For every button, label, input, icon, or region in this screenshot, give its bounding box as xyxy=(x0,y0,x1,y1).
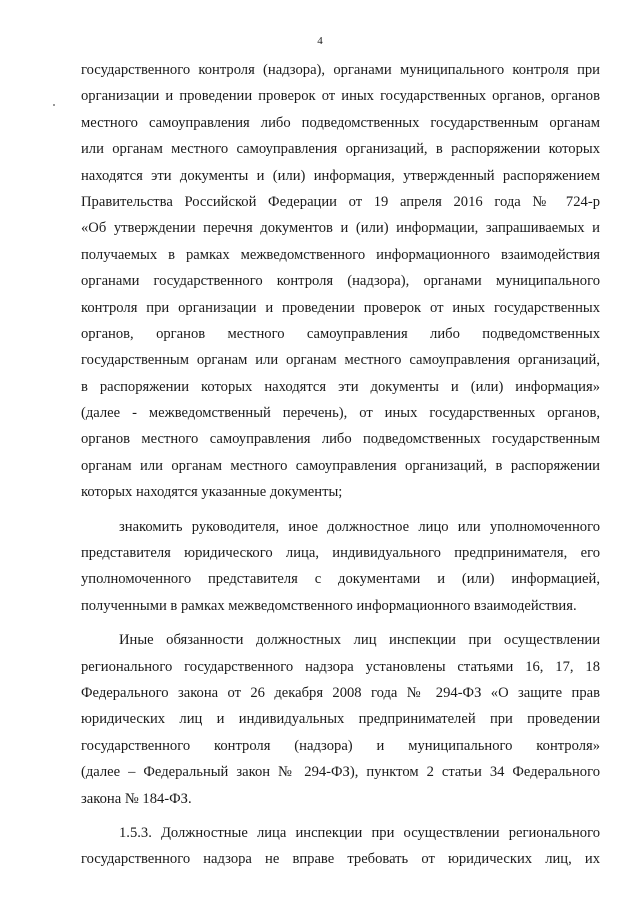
paragraph-spacing xyxy=(81,812,600,820)
text-line: 1.5.3. Должностные лица инспекции при осуществлении регионального xyxy=(119,824,600,841)
text-line: государственного контроля (надзора), органами муниципального контроля при xyxy=(81,62,600,78)
text-line: «Об утверждении перечня документов и (или) информации, запрашиваемых и xyxy=(81,220,600,237)
text-line: юридических лиц и индивидуальных предпринимателей при проведении xyxy=(81,711,600,728)
text-line: организации и проведении проверок от иных государственных органов, органов xyxy=(81,88,600,105)
text-line: или органам местного самоуправления организаций, в распоряжении которых xyxy=(81,141,600,158)
text-line: органами государственного контроля (надзора), органами муниципального xyxy=(81,273,600,290)
text-line: регионального государственного надзора установлены статьями 16, 17, 18 xyxy=(81,658,600,675)
text-line: (далее – Федеральный закон № 294-ФЗ), пунктом 2 статьи 34 Федерального xyxy=(81,764,600,781)
text-line: государственного контроля (надзора) и муниципального контроля» xyxy=(81,737,600,754)
text-line: органам или органам местного самоуправления организаций, в распоряжении xyxy=(81,457,600,474)
text-line: Правительства Российской Федерации от 19 апреля 2016 года № 724-р xyxy=(81,193,600,210)
text-line: закона № 184-ФЗ. xyxy=(81,790,192,807)
text-line: государственного надзора не вправе требовать от юридических лиц, их xyxy=(81,851,600,868)
text-line: государственным органам или органам местного самоуправления организаций, xyxy=(81,352,600,369)
paragraph xyxy=(81,820,600,873)
paragraph-spacing xyxy=(81,506,600,514)
text-line: Иные обязанности должностных лиц инспекции при осуществлении xyxy=(119,632,600,649)
page-number: 4 xyxy=(317,35,323,47)
paragraph-spacing xyxy=(81,619,600,627)
text-line: получаемых в рамках межведомственного информационного взаимодействия xyxy=(81,246,600,263)
document-body xyxy=(81,57,600,873)
text-line: (далее - межведомственный перечень), от иных государственных органов, xyxy=(81,405,600,422)
paragraph xyxy=(81,57,600,506)
text-line: полученными в рамках межведомственного информационного взаимодействия. xyxy=(81,597,577,614)
text-line: которых находятся указанные документы; xyxy=(81,484,343,501)
text-line: местного самоуправления либо подведомственных государственным органам xyxy=(81,114,600,131)
text-line: органов, органов местного самоуправления либо подведомственных xyxy=(81,325,600,342)
text-line: органов местного самоуправления либо подведомственных государственным xyxy=(81,431,600,448)
text-line: находятся эти документы и (или) информация, утвержденный распоряжением xyxy=(81,167,600,184)
text-line: знакомить руководителя, иное должностное лицо или уполномоченного xyxy=(119,518,600,535)
paragraph xyxy=(81,514,600,620)
text-line: представителя юридического лица, индивидуального предпринимателя, его xyxy=(81,545,600,562)
scan-speck xyxy=(53,104,55,106)
text-line: в распоряжении которых находятся эти документы и (или) информация» xyxy=(81,378,600,395)
text-line: контроля при организации и проведении проверок от иных государственных xyxy=(81,299,600,316)
text-line: уполномоченного представителя с документами и (или) информацией, xyxy=(81,571,600,588)
text-line: Федерального закона от 26 декабря 2008 года № 294-ФЗ «О защите прав xyxy=(81,684,600,701)
paragraph xyxy=(81,627,600,812)
